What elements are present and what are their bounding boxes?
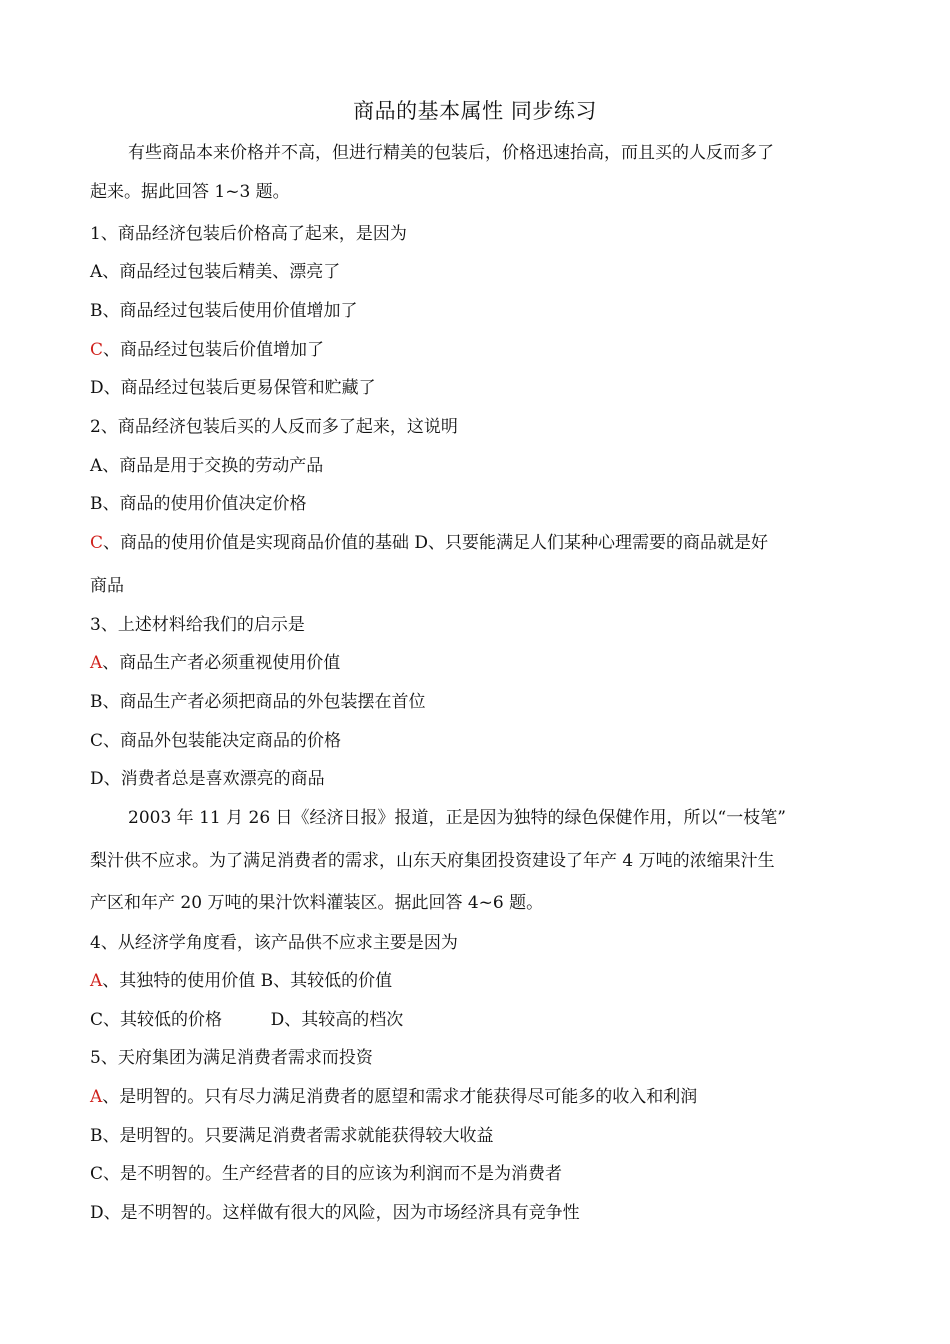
- q1-option-d: D、商品经过包装后更易保管和贮藏了: [90, 378, 376, 398]
- answer-mark: A: [90, 1087, 103, 1107]
- intro1-line2: 起来。据此回答 1~3 题。: [90, 182, 290, 202]
- answer-mark: C: [90, 533, 104, 553]
- answer-mark: A: [90, 653, 103, 673]
- intro2-line3: 产区和年产 20 万吨的果汁饮料灌装区。据此回答 4~6 题。: [90, 893, 544, 913]
- intro2-line2: 梨汁供不应求。为了满足消费者的需求，山东天府集团投资建设了年产 4 万吨的浓缩果汁生: [90, 851, 775, 871]
- q1-stem: 1、商品经济包装后价格高了起来，是因为: [90, 224, 407, 244]
- q4-options-cd: C、其较低的价格 D、其较高的档次: [90, 1010, 404, 1030]
- option-text: 、其独特的使用价值 B、其较低的价值: [102, 971, 393, 991]
- option-text: 、是明智的。只有尽力满足消费者的愿望和需求才能获得尽可能多的收入和利润: [102, 1087, 698, 1107]
- q1-option-c: [90, 338, 870, 362]
- q2-option-b: B、商品的使用价值决定价格: [90, 494, 307, 514]
- answer-mark: C: [90, 340, 104, 360]
- option-text: 、商品经过包装后价值增加了: [103, 340, 325, 360]
- answer-mark: A: [90, 971, 103, 991]
- intro1-line1: 有些商品本来价格并不高，但进行精美的包装后，价格迅速抬高，而且买的人反而多了: [128, 143, 774, 163]
- q5-option-d: D、是不明智的。这样做有很大的风险，因为市场经济具有竞争性: [90, 1203, 580, 1223]
- q4-stem: 4、从经济学角度看，该产品供不应求主要是因为: [90, 933, 458, 953]
- q1-option-b: B、商品经过包装后使用价值增加了: [90, 301, 358, 321]
- q3-option-c: C、商品外包装能决定商品的价格: [90, 731, 342, 751]
- q2-option-a: A、商品是用于交换的劳动产品: [90, 456, 324, 476]
- q3-option-d: D、消费者总是喜欢漂亮的商品: [90, 769, 325, 789]
- q2-stem: 2、商品经济包装后买的人反而多了起来，这说明: [90, 417, 458, 437]
- option-text: 、商品的使用价值是实现商品价值的基础 D、只要能满足人们某种心理需要的商品就是好: [103, 533, 769, 553]
- q5-stem: 5、天府集团为满足消费者需求而投资: [90, 1048, 373, 1068]
- option-text: 、商品生产者必须重视使用价值: [102, 653, 341, 673]
- q3-option-a: [90, 651, 870, 675]
- q5-option-c: C、是不明智的。生产经营者的目的应该为利润而不是为消费者: [90, 1164, 563, 1184]
- q2-option-c: [90, 531, 870, 555]
- q1-option-a: A、商品经过包装后精美、漂亮了: [90, 262, 341, 282]
- q5-option-a: [90, 1085, 870, 1109]
- page-title: 商品的基本属性 同步练习: [353, 99, 597, 123]
- intro2-line1: 2003 年 11 月 26 日《经济日报》报道，正是因为独特的绿色保健作用，所以“一枝笔”: [128, 808, 786, 828]
- q2-option-c-continued: 商品: [90, 576, 124, 596]
- q3-stem: 3、上述材料给我们的启示是: [90, 615, 305, 635]
- q4-options-ab: [90, 969, 870, 993]
- q5-option-b: B、是明智的。只要满足消费者需求就能获得较大收益: [90, 1126, 494, 1146]
- q3-option-b: B、商品生产者必须把商品的外包装摆在首位: [90, 692, 426, 712]
